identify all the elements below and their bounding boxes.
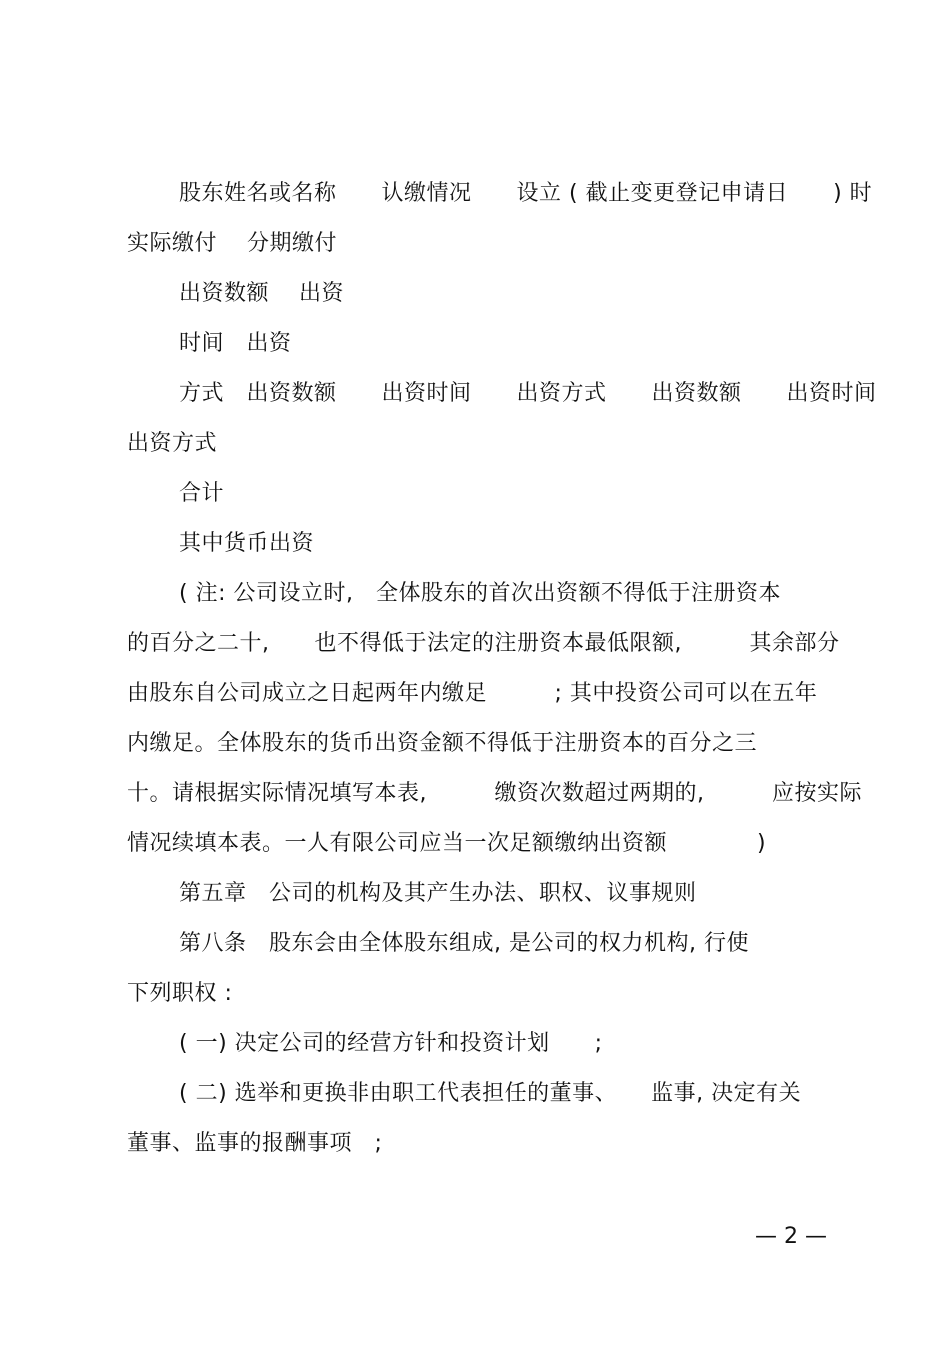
text-line: ( 注: 公司设立时, 全体股东的首次出资额不得低于注册资本 xyxy=(179,581,781,606)
text-line: 其中货币出资 xyxy=(179,531,315,556)
text-line: 由股东自公司成立之日起两年内缴足 ; 其中投资公司可以在五年 xyxy=(127,681,818,706)
text-line: 的百分之二十, 也不得低于法定的注册资本最低限额, 其余部分 xyxy=(127,631,840,656)
text-line: 实际缴付 分期缴付 xyxy=(127,231,337,256)
text-line: 十。请根据实际情况填写本表, 缴资次数超过两期的, 应按实际 xyxy=(127,781,862,806)
text-line: 出资数额 出资 xyxy=(179,281,344,306)
text-line: 出资方式 xyxy=(127,431,218,456)
text-line: 方式 出资数额 出资时间 出资方式 出资数额 出资时间 xyxy=(179,381,877,406)
list-item: ( 二) 选举和更换非由职工代表担任的董事、 监事, 决定有关 xyxy=(179,1081,802,1106)
text-line: 情况续填本表。一人有限公司应当一次足额缴纳出资额 ) xyxy=(127,831,767,856)
text-line: 下列职权 : xyxy=(127,981,233,1006)
text-line: 股东姓名或名称 认缴情况 设立 ( 截止变更登记申请日 ) 时 xyxy=(179,181,873,206)
list-item: ( 一) 决定公司的经营方针和投资计划 ; xyxy=(179,1031,603,1056)
chapter-heading: 第五章 公司的机构及其产生办法、职权、议事规则 xyxy=(179,881,697,906)
text-line: 合计 xyxy=(179,481,225,506)
text-line: 内缴足。全体股东的货币出资金额不得低于注册资本的百分之三 xyxy=(127,731,758,756)
article-heading: 第八条 股东会由全体股东组成, 是公司的权力机构, 行使 xyxy=(179,931,749,956)
text-line: 时间 出资 xyxy=(179,331,292,356)
text-line: 董事、监事的报酬事项 ; xyxy=(127,1131,383,1156)
page-number: — 2 — xyxy=(755,1224,827,1249)
